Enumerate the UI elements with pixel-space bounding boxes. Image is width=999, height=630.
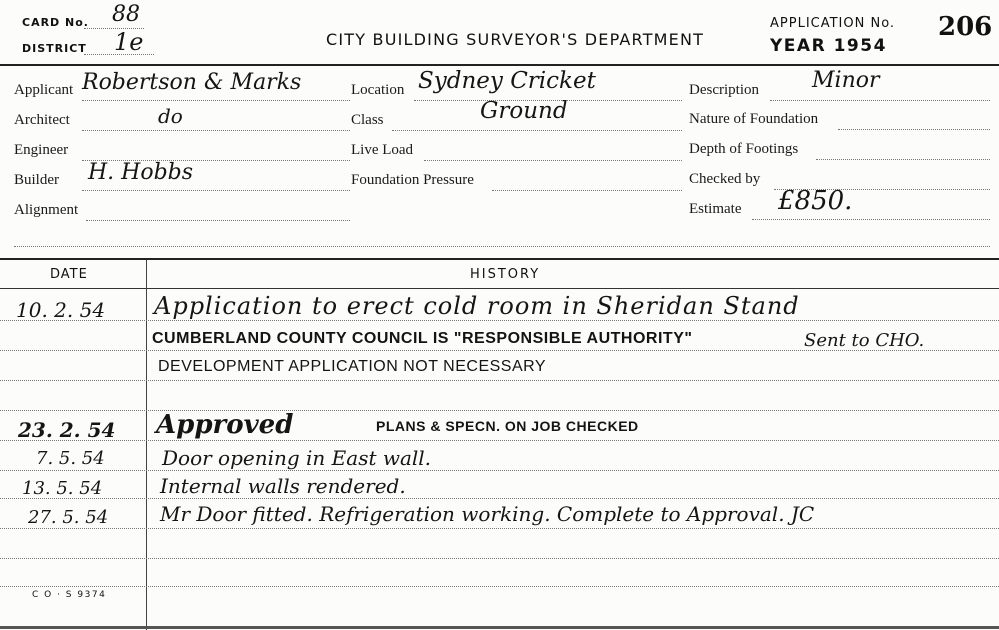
card-no-label: CARD No. <box>22 16 89 29</box>
date-column-divider <box>146 260 147 630</box>
application-no-label: APPLICATION No. <box>770 16 896 31</box>
history-header-divider <box>0 288 999 289</box>
history-stamp-development-application: DEVELOPMENT APPLICATION NOT NECESSARY <box>158 358 547 375</box>
foundation-pressure-label: Foundation Pressure <box>351 172 474 188</box>
description-label: Description <box>689 82 759 98</box>
description-value: Minor <box>812 68 880 93</box>
depth-of-footings-label: Depth of Footings <box>689 141 799 157</box>
card-bottom-edge <box>0 626 999 629</box>
history-text-4: Approved <box>156 410 294 440</box>
applicant-value: Robertson & Marks <box>82 70 302 95</box>
history-text-5: Door opening in East wall. <box>162 446 432 470</box>
history-text-1: Application to erect cold room in Sheridan Stand <box>154 292 800 320</box>
checked-by-label: Checked by <box>689 171 761 187</box>
history-date-5: 7. 5. 54 <box>36 448 105 469</box>
estimate-value: £850. <box>778 186 853 216</box>
history-date-1: 10. 2. 54 <box>16 298 106 322</box>
department-title: CITY BUILDING SURVEYOR'S DEPARTMENT <box>326 30 705 49</box>
applicant-label: Applicant <box>14 82 74 98</box>
card-no-value: 88 <box>112 2 140 27</box>
location-value: Sydney Cricket <box>418 68 596 94</box>
year-label: YEAR 1954 <box>770 36 887 56</box>
architect-value: do <box>158 104 183 128</box>
builder-value: H. Hobbs <box>88 160 194 185</box>
location-label: Location <box>351 82 405 98</box>
class-label: Class <box>351 112 384 128</box>
estimate-label: Estimate <box>689 201 742 217</box>
application-no-value: 206 <box>938 12 993 42</box>
history-column-header: HISTORY <box>470 267 541 282</box>
history-stamp-plans-checked: PLANS & SPECN. ON JOB CHECKED <box>376 418 639 434</box>
history-date-4: 23. 2. 54 <box>18 418 116 442</box>
header-divider <box>0 64 999 66</box>
architect-label: Architect <box>14 112 70 128</box>
engineer-label: Engineer <box>14 142 69 158</box>
history-text-7: Mr Door fitted. Refrigeration working. Complete to Approval. JC <box>160 502 815 526</box>
district-label: DISTRICT <box>22 42 87 55</box>
district-value: 1e <box>114 28 144 56</box>
class-value: Ground <box>480 98 568 124</box>
history-text-6: Internal walls rendered. <box>160 474 406 498</box>
builder-label: Builder <box>14 172 59 188</box>
form-code: C O · S 9374 <box>32 590 107 600</box>
nature-of-foundation-label: Nature of Foundation <box>689 111 819 127</box>
live-load-label: Live Load <box>351 142 414 158</box>
history-date-7: 27. 5. 54 <box>28 507 109 528</box>
history-stamp-responsible-authority: CUMBERLAND COUNTY COUNCIL IS "RESPONSIBLE AUTHORITY" <box>152 330 693 347</box>
history-note-sent-to-cho: Sent to CHO. <box>804 330 925 351</box>
history-date-6: 13. 5. 54 <box>22 478 103 499</box>
date-column-header: DATE <box>50 267 88 282</box>
alignment-label: Alignment <box>14 202 79 218</box>
fields-divider <box>0 258 999 260</box>
